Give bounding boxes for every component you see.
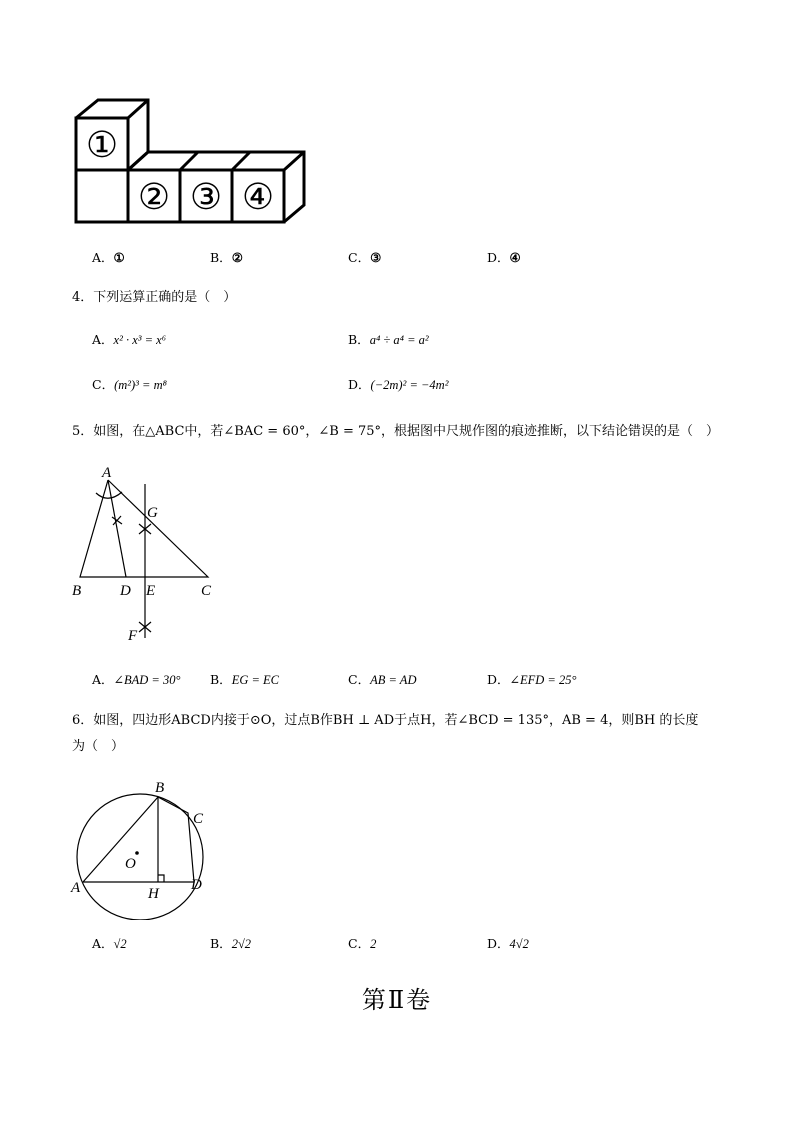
- label-o: O: [125, 856, 136, 872]
- q6-option-d: [487, 935, 529, 953]
- q6-option-c: [348, 935, 376, 953]
- q6-stem-line1: 6．如图，四边形ABCD内接于⊙O，过点B作BH ⊥ AD于点H，若∠BCD = 135°，AB = 4，则BH 的长度: [72, 713, 699, 728]
- option-letter: B．: [210, 672, 232, 687]
- option-text: (−2m)² = −4m²: [370, 378, 449, 392]
- option-text: x² · x³ = x⁶: [113, 333, 167, 347]
- option-text: √2: [113, 937, 127, 951]
- label-d: D: [120, 583, 131, 599]
- q5-option-a: [92, 671, 181, 689]
- option-text: ③: [370, 250, 382, 265]
- q5-option-b: [210, 671, 279, 689]
- cube-label-1: ①: [85, 125, 119, 165]
- option-letter: C．: [92, 377, 115, 392]
- q6-option-b: [210, 935, 251, 953]
- option-text: (m²)³ = m⁸: [114, 378, 167, 392]
- option-letter: D．: [487, 936, 510, 951]
- label-d: D: [191, 877, 202, 893]
- option-text: 2√2: [231, 937, 252, 951]
- label-a: A: [102, 465, 112, 481]
- option-text: 2: [370, 937, 377, 951]
- triangle-figure: [66, 460, 226, 650]
- option-text: ∠EFD = 25°: [509, 673, 577, 687]
- option-letter: B．: [348, 332, 370, 347]
- option-letter: B．: [210, 936, 232, 951]
- label-b: B: [72, 583, 82, 599]
- option-letter: C．: [348, 672, 371, 687]
- q3-option-a: [92, 249, 125, 267]
- q3-option-d: [487, 249, 521, 267]
- q5-option-d: [487, 671, 577, 689]
- q3-option-b: [210, 249, 243, 267]
- q4-option-a: [92, 331, 166, 349]
- option-text: AB = AD: [370, 673, 417, 687]
- cube-label-4: ④: [241, 177, 275, 217]
- option-text: EG = EC: [231, 673, 280, 687]
- q4-option-b: [348, 331, 429, 349]
- option-text: ④: [509, 250, 521, 265]
- cube-figure: [70, 95, 310, 230]
- option-letter: C．: [348, 936, 371, 951]
- q6-stem-line2: 为（ ）: [72, 739, 125, 754]
- option-letter: D．: [348, 377, 371, 392]
- option-letter: D．: [487, 672, 510, 687]
- label-e: E: [146, 583, 156, 599]
- option-letter: D．: [487, 250, 510, 265]
- label-a: A: [71, 880, 81, 896]
- q3-option-c: [348, 249, 381, 267]
- q4-option-c: [92, 376, 167, 394]
- cube-label-3: ③: [189, 177, 223, 217]
- option-letter: A．: [92, 672, 114, 687]
- section-title: 第Ⅱ卷: [361, 986, 433, 1014]
- option-letter: C．: [348, 250, 371, 265]
- label-g: G: [147, 505, 158, 521]
- label-h: H: [148, 886, 159, 902]
- q4-option-d: [348, 376, 448, 394]
- label-c: C: [193, 811, 204, 827]
- circle-figure: [66, 775, 226, 920]
- option-text: 4√2: [509, 937, 529, 951]
- label-f: F: [128, 628, 138, 644]
- cube-label-2: ②: [137, 177, 171, 217]
- q5-option-c: [348, 671, 416, 689]
- q6-option-a: [92, 935, 127, 953]
- option-text: ①: [113, 250, 125, 265]
- option-text: ∠BAD = 30°: [113, 673, 181, 687]
- option-text: ②: [231, 250, 243, 265]
- label-c: C: [201, 583, 212, 599]
- option-letter: A．: [92, 332, 114, 347]
- q4-stem: 4．下列运算正确的是（ ）: [72, 290, 237, 305]
- label-b: B: [155, 780, 165, 796]
- option-letter: A．: [92, 250, 114, 265]
- q5-stem: 5．如图，在△ABC中，若∠BAC = 60°，∠B = 75°，根据图中尺规作图的痕迹推断，以下结论错误的是（ ）: [72, 424, 720, 439]
- option-letter: B．: [210, 250, 232, 265]
- option-letter: A．: [92, 936, 114, 951]
- option-text: a⁴ ÷ a⁴ = a²: [369, 333, 429, 347]
